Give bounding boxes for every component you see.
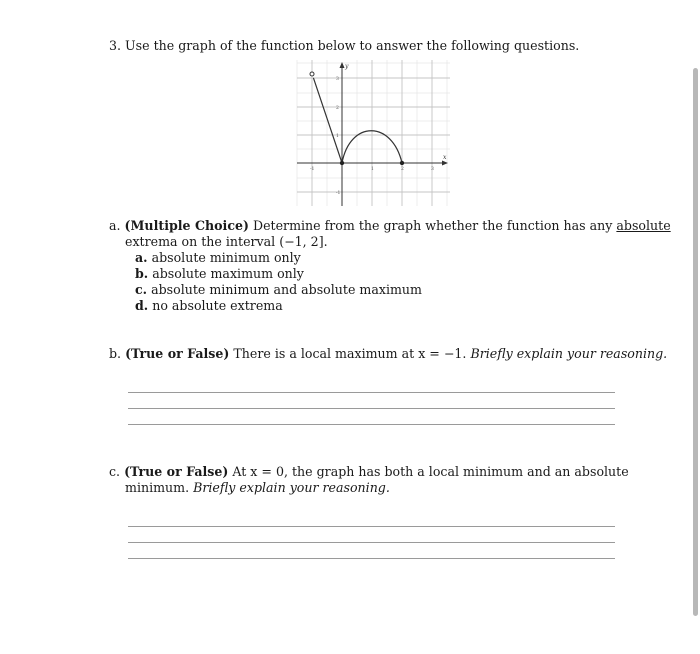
x-tick-label: 2 — [401, 167, 404, 172]
part-a-underlined: absolute — [616, 218, 671, 233]
part-a-letter: a. — [109, 218, 121, 233]
part-a — [109, 218, 671, 314]
answer-line-b2[interactable] — [128, 408, 615, 409]
x-tick-label: -1 — [310, 167, 315, 172]
question-heading — [109, 38, 579, 53]
question-prompt: Use the graph of the function below to answer the following questions. — [125, 38, 580, 53]
y-tick-label: -1 — [336, 191, 341, 196]
part-c — [109, 464, 629, 496]
answer-line-c1[interactable] — [128, 526, 615, 527]
part-a-text: Determine from the graph whether the function has any — [252, 218, 613, 233]
part-b-statement: There is a local maximum at x = −1. — [233, 346, 467, 361]
option-a[interactable]: a. absolute minimum only — [135, 250, 301, 265]
part-b — [109, 346, 668, 362]
option-d[interactable]: d. no absolute extrema — [135, 298, 283, 313]
answer-line-c3[interactable] — [128, 558, 615, 559]
y-axis-label: y — [345, 63, 349, 70]
grid — [297, 60, 450, 206]
closed-point-origin — [340, 161, 344, 165]
x-tick-label: 3 — [431, 167, 434, 172]
part-c-statement-line2: minimum. — [125, 480, 190, 495]
question-number: 3. — [109, 38, 122, 53]
function-line-segment — [313, 78, 342, 163]
y-tick-label: 1 — [336, 134, 339, 139]
part-c-statement: At x = 0, the graph has both a local minimum and an absolute — [232, 464, 629, 479]
part-b-letter: b. — [109, 346, 122, 361]
part-c-type: (True or False) — [124, 464, 229, 479]
answer-line-b3[interactable] — [128, 424, 615, 425]
answer-line-b1[interactable] — [128, 392, 615, 393]
part-c-letter: c. — [109, 464, 121, 479]
y-tick-label: 2 — [336, 106, 339, 111]
option-c[interactable]: c. absolute minimum and absolute maximum — [135, 282, 422, 297]
open-endpoint — [310, 72, 314, 76]
part-a-type: (Multiple Choice) — [124, 218, 249, 233]
vertical-scrollbar[interactable] — [693, 68, 698, 616]
part-c-instruction: Briefly explain your reasoning. — [193, 480, 390, 495]
closed-endpoint — [400, 161, 404, 165]
option-b[interactable]: b. absolute maximum only — [135, 266, 304, 281]
y-tick-label: 3 — [336, 77, 339, 82]
part-b-type: (True or False) — [125, 346, 230, 361]
part-b-instruction: Briefly explain your reasoning. — [470, 346, 668, 361]
part-a-line2: extrema on the interval (−1, 2]. — [125, 234, 328, 249]
function-graph — [292, 58, 454, 210]
x-tick-label: 1 — [371, 167, 374, 172]
answer-line-c2[interactable] — [128, 542, 615, 543]
x-axis-label: x — [443, 154, 447, 161]
